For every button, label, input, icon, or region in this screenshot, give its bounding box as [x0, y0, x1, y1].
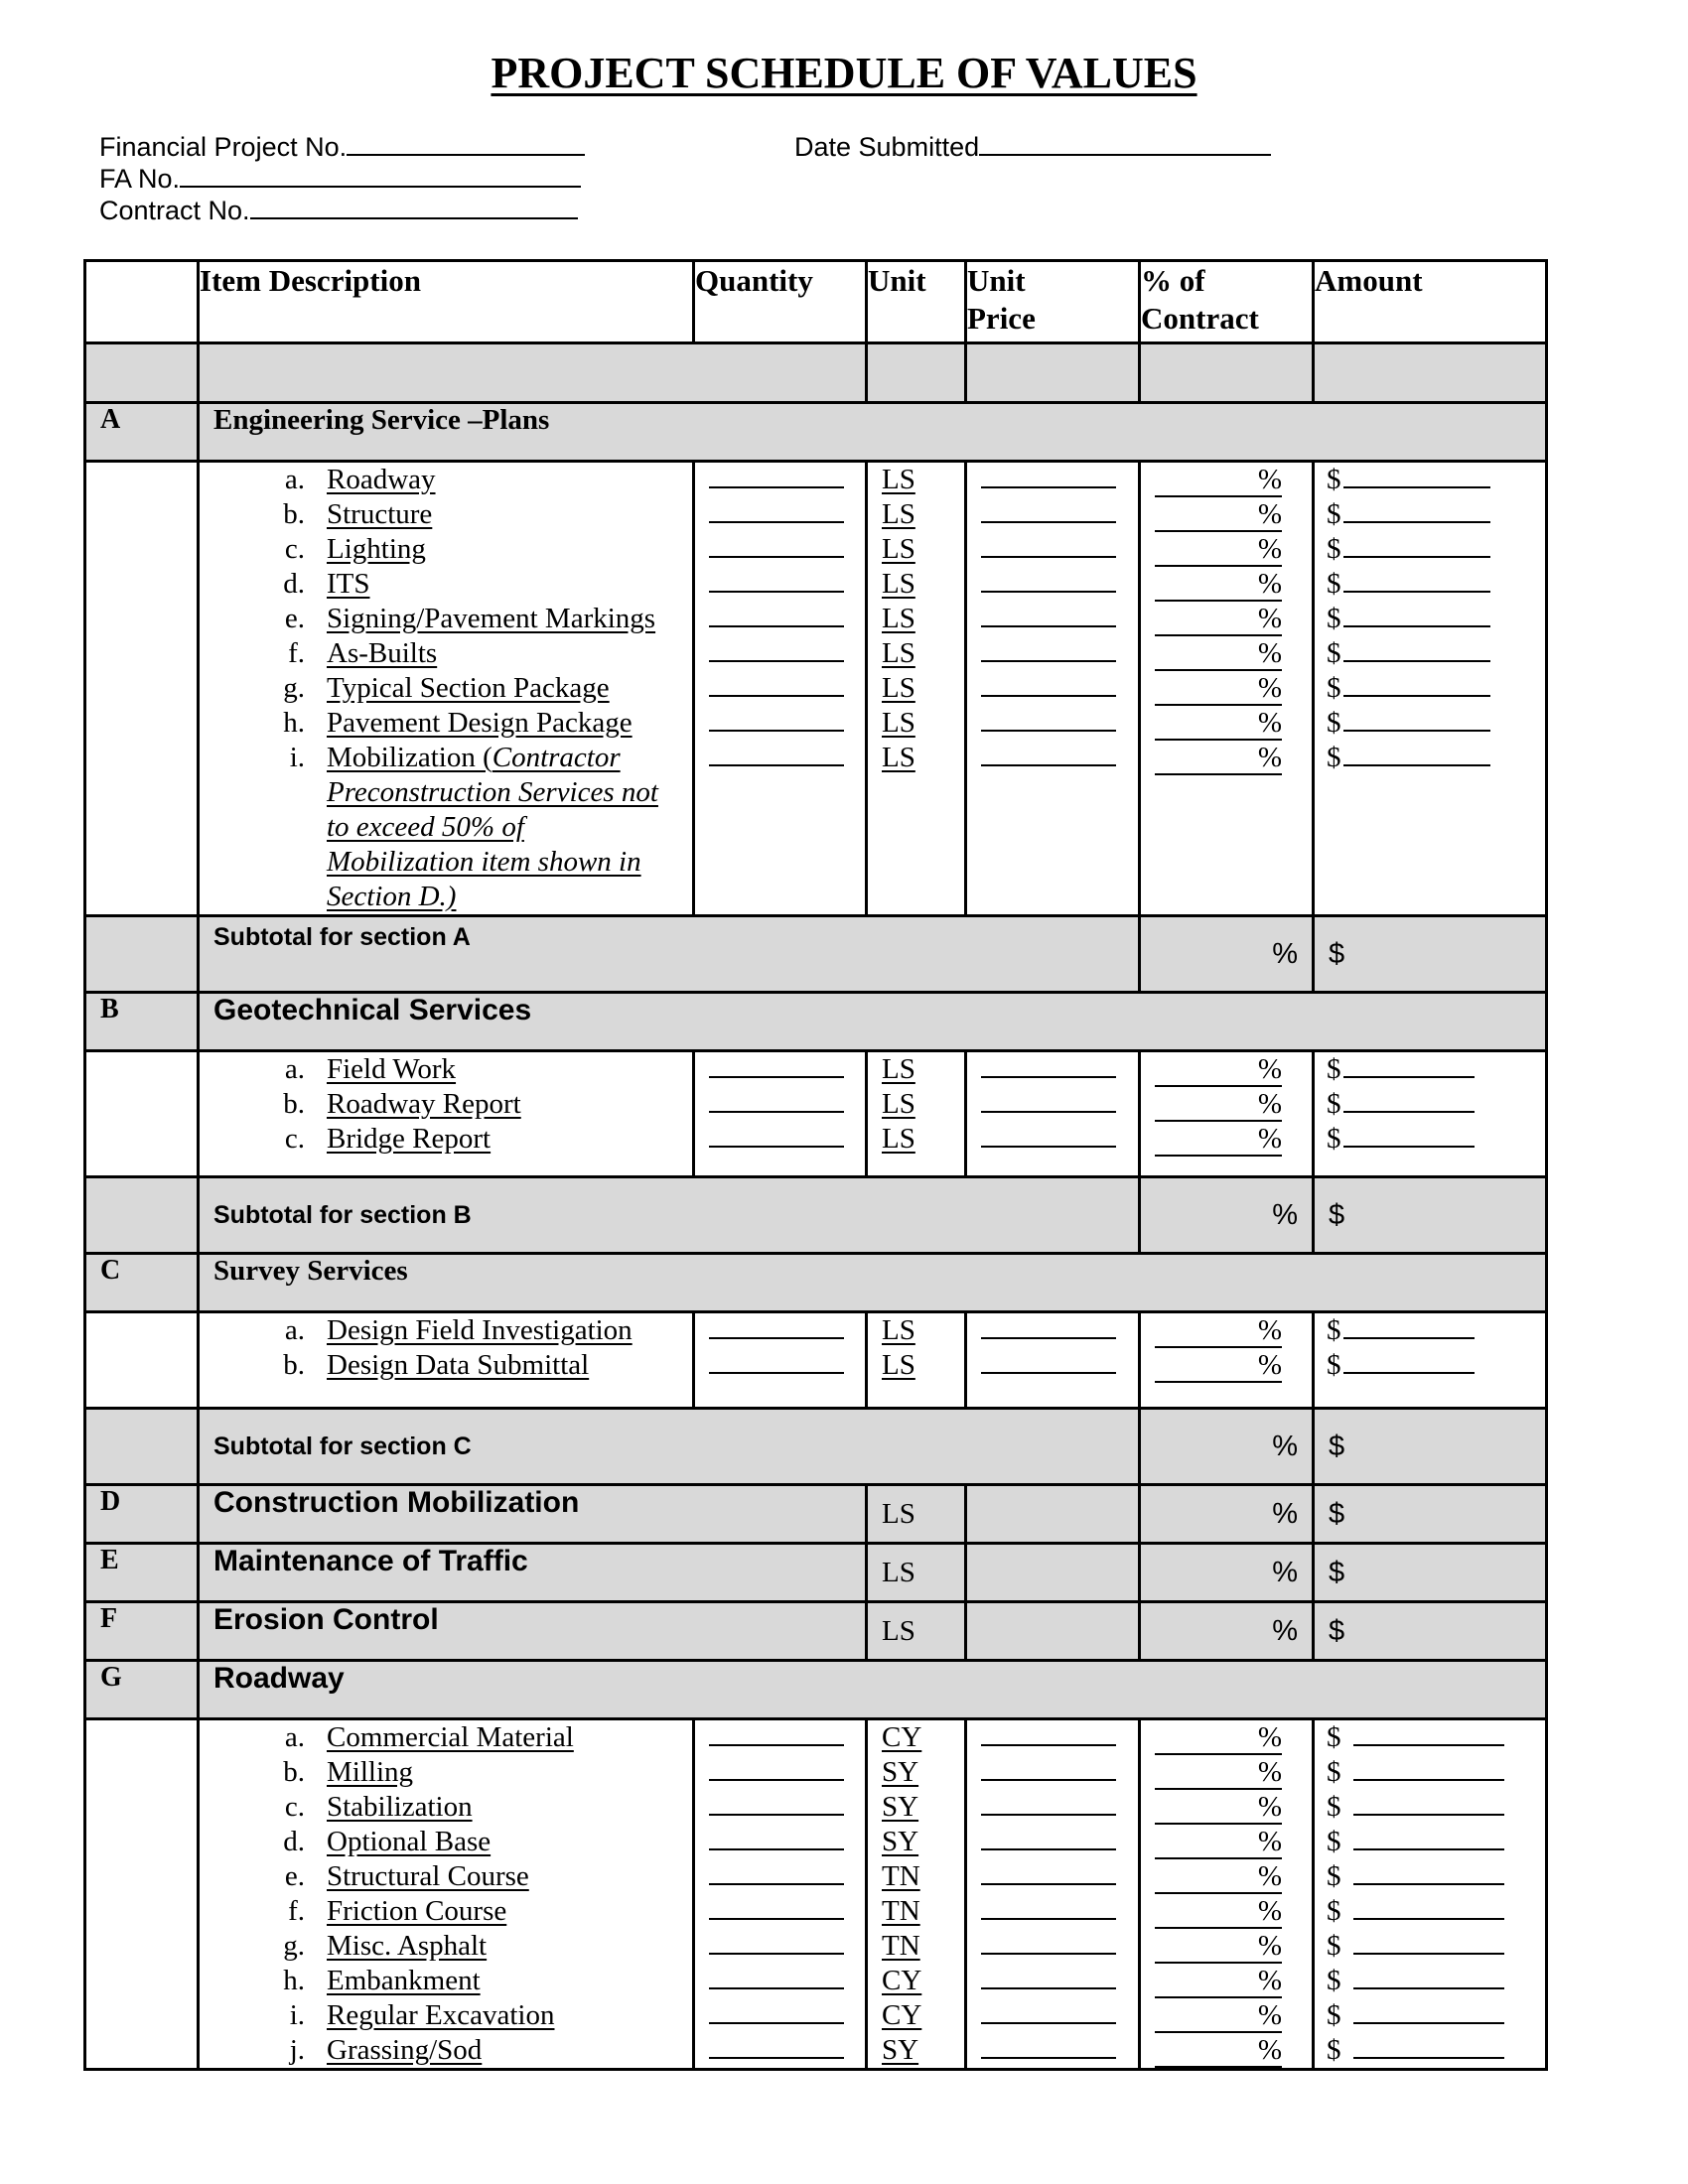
list-item: i. Regular Excavation — [289, 1999, 555, 2031]
financial-project-field[interactable] — [99, 130, 585, 163]
financial-project-label: Financial Project No. — [99, 132, 348, 162]
list-item: d. ITS — [283, 568, 370, 600]
contract-field[interactable] — [99, 194, 578, 226]
section-a-letter: A — [85, 403, 199, 462]
list-item: b. Roadway Report — [283, 1088, 521, 1120]
section-g-amounts[interactable]: $ $ $ $ $ $ $ $ $ $ — [1314, 1719, 1547, 2070]
section-b-percents[interactable]: % % % — [1140, 1051, 1314, 1177]
section-f-amount[interactable]: $ — [1314, 1602, 1547, 1661]
list-item: b. Structure — [283, 498, 433, 530]
list-item: c. Bridge Report — [284, 1123, 492, 1155]
section-c-percents[interactable]: % % — [1140, 1312, 1314, 1409]
section-g-unit-prices[interactable] — [966, 1719, 1140, 2070]
header-unit-price — [966, 261, 1140, 343]
section-c-subtotal — [85, 1409, 1547, 1485]
section-e-row — [85, 1544, 1547, 1602]
list-item: a. Roadway — [284, 464, 436, 495]
section-g-units: CY SY SY SY TN TN TN CY CY SY — [867, 1719, 966, 2070]
section-a-units: LS LS LS LS LS LS LS LS LS — [867, 462, 966, 916]
date-submitted-field[interactable] — [794, 130, 1271, 163]
mobilization-note-line: to exceed 50% of — [327, 811, 524, 843]
section-b-subtotal-amount[interactable]: $ — [1314, 1177, 1547, 1254]
section-d-amount[interactable]: $ — [1314, 1485, 1547, 1544]
section-c-subtotal-label: Subtotal for section C — [199, 1409, 1140, 1485]
list-item: g. Typical Section Package — [283, 672, 610, 704]
header-unit-price-line2: Price — [967, 301, 1036, 336]
section-b-header — [85, 993, 1547, 1051]
section-d-title: Construction Mobilization — [199, 1485, 867, 1544]
header-pct-line2: Contract — [1141, 301, 1259, 336]
section-f-unit-price[interactable] — [966, 1602, 1140, 1661]
section-a-percents[interactable]: % % % % % % % % % — [1140, 462, 1314, 916]
list-item: c. Stabilization — [284, 1791, 473, 1823]
section-g-percents[interactable]: % % % % % % % % % % — [1140, 1719, 1314, 2070]
section-c-quantities[interactable] — [694, 1312, 867, 1409]
schedule-table — [83, 259, 1548, 2071]
list-item: j. Grassing/Sod — [289, 2034, 483, 2066]
section-d-row — [85, 1485, 1547, 1544]
section-a-subtotal-label: Subtotal for section A — [199, 916, 1140, 993]
section-f-title: Erosion Control — [199, 1602, 867, 1661]
section-a-items — [85, 462, 1547, 916]
section-a-subtotal — [85, 916, 1547, 993]
section-c-descriptions — [199, 1312, 694, 1409]
section-a-amounts[interactable]: $ $ $ $ $ $ $ $ $ — [1314, 462, 1547, 916]
list-item: d. Optional Base — [283, 1826, 492, 1857]
header-row — [85, 261, 1547, 343]
contract-label: Contract No. — [99, 196, 250, 225]
section-f-letter: F — [85, 1602, 199, 1661]
section-g-quantities[interactable] — [694, 1719, 867, 2070]
section-c-subtotal-pct[interactable]: % — [1140, 1409, 1314, 1485]
header-unit: Unit — [867, 261, 966, 343]
section-a-title: Engineering Service –Plans — [199, 403, 1547, 462]
section-b-units: LS LS LS — [867, 1051, 966, 1177]
section-e-title: Maintenance of Traffic — [199, 1544, 867, 1602]
section-b-unit-prices[interactable] — [966, 1051, 1140, 1177]
section-e-pct[interactable]: % — [1140, 1544, 1314, 1602]
section-c-header — [85, 1254, 1547, 1312]
header-amount: Amount — [1314, 261, 1547, 343]
section-f-row — [85, 1602, 1547, 1661]
spacer-row — [85, 343, 1547, 403]
list-item: b. Design Data Submittal — [283, 1349, 590, 1381]
date-submitted-line[interactable] — [979, 130, 1271, 156]
fa-label: FA No. — [99, 164, 181, 194]
mobilization-note-line: Mobilization item shown in — [327, 846, 641, 878]
list-item: h. Embankment — [283, 1965, 481, 1996]
section-b-subtotal — [85, 1177, 1547, 1254]
section-a-descriptions — [199, 462, 694, 916]
section-b-letter: B — [85, 993, 199, 1051]
header-quantity: Quantity — [694, 261, 867, 343]
section-a-header — [85, 403, 1547, 462]
section-g-letter: G — [85, 1661, 199, 1719]
fa-field[interactable] — [99, 162, 581, 195]
list-item: f. Friction Course — [288, 1895, 507, 1927]
list-item: g. Misc. Asphalt — [283, 1930, 488, 1962]
section-b-title: Geotechnical Services — [199, 993, 1547, 1051]
list-item: a. Field Work — [284, 1053, 457, 1085]
section-c-amounts[interactable]: $ $ — [1314, 1312, 1547, 1409]
mobilization-note-line: Preconstruction Services not — [327, 776, 658, 808]
section-e-letter: E — [85, 1544, 199, 1602]
list-item: a. Design Field Investigation — [284, 1314, 633, 1346]
section-g-title: Roadway — [199, 1661, 1547, 1719]
section-a-subtotal-amount[interactable]: $ — [1314, 916, 1547, 993]
section-d-unit-price[interactable] — [966, 1485, 1140, 1544]
section-c-letter: C — [85, 1254, 199, 1312]
section-b-amounts[interactable]: $ $ $ — [1314, 1051, 1547, 1177]
section-c-unit-prices[interactable] — [966, 1312, 1140, 1409]
header-item-description: Item Description — [199, 261, 694, 343]
date-submitted-label: Date Submitted — [794, 132, 980, 162]
section-b-subtotal-pct[interactable]: % — [1140, 1177, 1314, 1254]
section-b-items — [85, 1051, 1547, 1177]
list-item: h. Pavement Design Package — [283, 707, 633, 739]
section-c-items — [85, 1312, 1547, 1409]
section-b-quantities[interactable] — [694, 1051, 867, 1177]
section-c-units: LS LS — [867, 1312, 966, 1409]
section-g-descriptions — [199, 1719, 694, 2070]
fa-line[interactable] — [180, 162, 581, 188]
section-c-subtotal-amount[interactable]: $ — [1314, 1409, 1547, 1485]
page-title: PROJECT SCHEDULE OF VALUES — [491, 49, 1197, 97]
list-item: e. Structural Course — [284, 1860, 529, 1892]
header-unit-price-line1: Unit — [967, 263, 1026, 298]
section-g-items — [85, 1719, 1547, 2070]
section-b-descriptions — [199, 1051, 694, 1177]
section-a-quantities[interactable] — [694, 462, 867, 916]
list-item: e. Signing/Pavement Markings — [284, 603, 656, 634]
header-blank — [85, 261, 199, 343]
list-item: i. Mobilization (Contractor — [289, 742, 621, 773]
financial-project-line[interactable] — [347, 130, 585, 156]
section-d-pct[interactable]: % — [1140, 1485, 1314, 1544]
section-f-unit: LS — [867, 1602, 966, 1661]
list-item: a. Commercial Material — [284, 1721, 574, 1753]
section-e-unit: LS — [867, 1544, 966, 1602]
section-g-header — [85, 1661, 1547, 1719]
section-f-pct[interactable]: % — [1140, 1602, 1314, 1661]
list-item: c. Lighting — [284, 533, 426, 565]
header-pct-contract — [1140, 261, 1314, 343]
section-d-letter: D — [85, 1485, 199, 1544]
header-pct-line1: % of — [1141, 263, 1205, 298]
section-e-unit-price[interactable] — [966, 1544, 1140, 1602]
section-c-title: Survey Services — [199, 1254, 1547, 1312]
list-item: f. As-Builts — [288, 637, 438, 669]
section-a-subtotal-pct[interactable]: % — [1140, 916, 1314, 993]
list-item: b. Milling — [283, 1756, 414, 1788]
section-e-amount[interactable]: $ — [1314, 1544, 1547, 1602]
mobilization-note-line: Section D.) — [327, 881, 457, 912]
section-b-subtotal-label: Subtotal for section B — [199, 1177, 1140, 1254]
section-d-unit: LS — [867, 1485, 966, 1544]
section-a-unit-prices[interactable] — [966, 462, 1140, 916]
contract-line[interactable] — [250, 194, 578, 219]
